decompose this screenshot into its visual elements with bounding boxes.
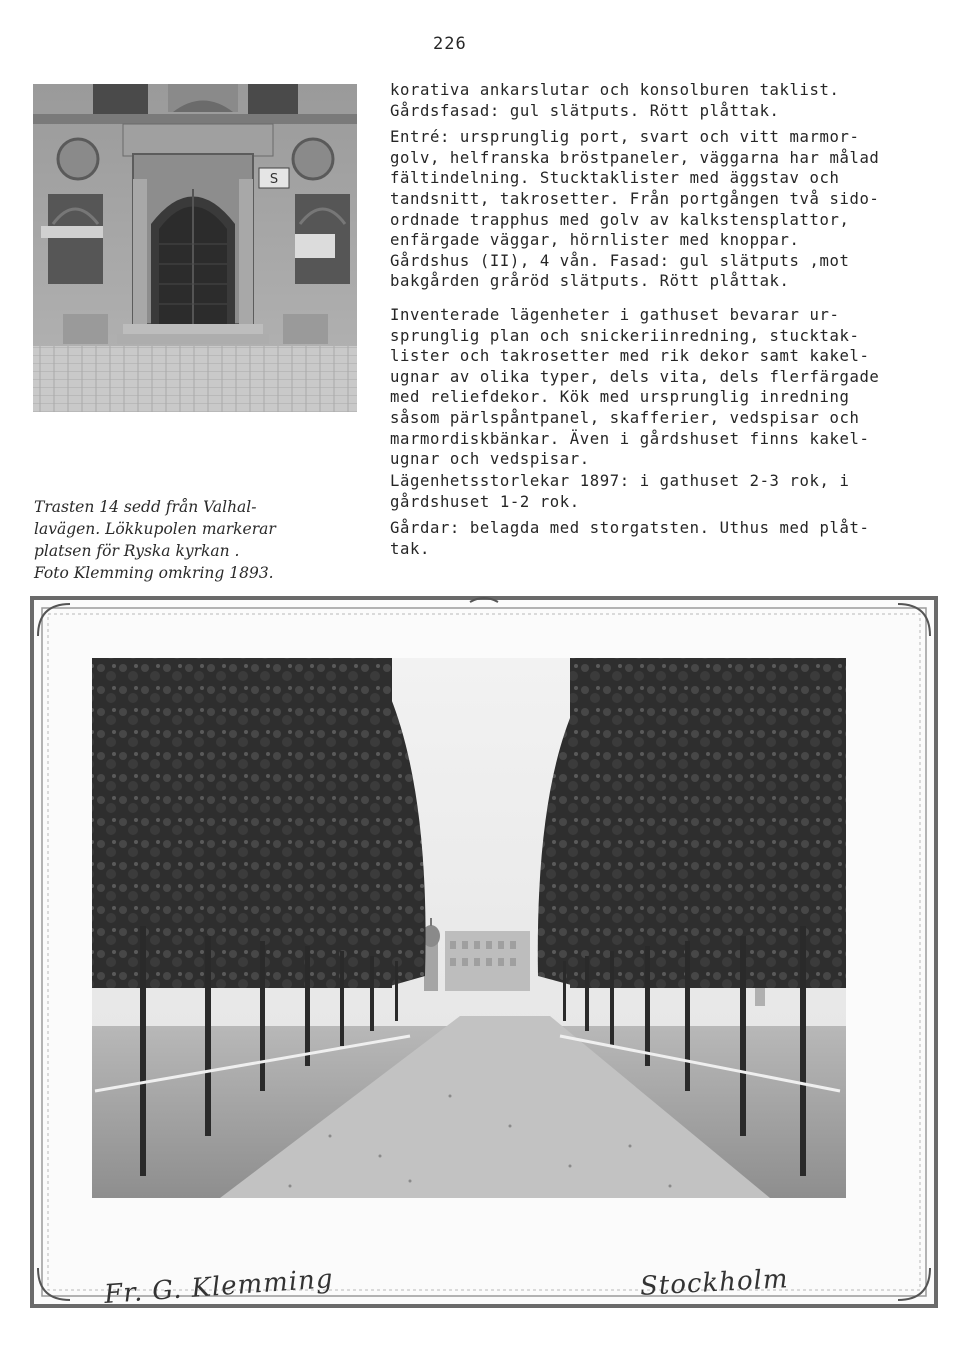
paragraph-apartment-sizes xyxy=(390,471,890,512)
text-line: Gårdshus (II), 4 vån. Fasad: gul slätputs ,mot xyxy=(390,251,850,270)
caption-line: Trasten 14 sedd från Valhal- xyxy=(34,498,257,516)
text-line: tandsnitt, takrosetter. Från portgången två sido- xyxy=(390,189,880,208)
text-line: marmordiskbänkar. Även i gårdshuset finns kakel- xyxy=(390,429,870,448)
text-line: Lägenhetsstorlekar 1897: i gathuset 2-3 rok, i xyxy=(390,472,850,490)
text-line: Gårdar: belagda med storgatsten. Uthus med plåt- xyxy=(390,519,870,537)
text-line: fältindelning. Stucktaklister med äggstav och xyxy=(390,169,840,188)
text-line: bakgården gråröd slätputs. Rött plåttak. xyxy=(390,272,790,291)
text-line: såsom pärlspåntpanel, skafferier, vedspisar och xyxy=(390,408,860,427)
caption-line: Foto Klemming omkring 1893. xyxy=(34,564,274,582)
page-number: 226 xyxy=(433,34,467,54)
photographer-signature: Fr. G. Klemming xyxy=(103,1264,335,1310)
paragraph-facade-entrance xyxy=(390,80,890,292)
text-line: Gårdsfasad: gul slätputs. Rött plåttak. xyxy=(390,101,780,120)
text-line: ugnar och vedspisar. xyxy=(390,450,590,469)
location-signature: Stockholm xyxy=(639,1264,790,1302)
photo-caption xyxy=(34,496,364,584)
text-line: tak. xyxy=(390,539,430,558)
text-line: Inventerade lägenheter i gathuset bevarar ur- xyxy=(390,306,840,324)
text-line: gårdshuset 1-2 rok. xyxy=(390,492,580,511)
text-line: med reliefdekor. Kök med ursprunglig inredning xyxy=(390,388,850,407)
text-line: enfärgade väggar, hörnlister med knoppar. xyxy=(390,231,800,250)
entrance-photo xyxy=(33,84,357,412)
paragraph-courtyards xyxy=(390,518,890,559)
text-line: sprunglig plan och snickeriinredning, stucktak- xyxy=(390,326,860,345)
text-line: golv, helfranska bröstpaneler, väggarna har målad xyxy=(390,148,880,167)
text-line: ordnade trapphus med golv av kalkstensplattor, xyxy=(390,210,850,229)
building-sign: S xyxy=(269,172,279,187)
avenue-photo xyxy=(30,596,938,1308)
caption-line: lavägen. Lökkupolen markerar xyxy=(34,520,276,538)
text-line: korativa ankarslutar och konsolburen taklist. xyxy=(390,81,840,99)
caption-line: platsen för Ryska kyrkan . xyxy=(34,542,240,560)
text-line: ugnar av olika typer, dels vita, dels flerfärgade xyxy=(390,367,880,386)
text-line: Entré: ursprunglig port, svart och vitt marmor- xyxy=(390,128,860,147)
text-line: lister och takrosetter med rik dekor samt kakel- xyxy=(390,347,870,366)
paragraph-apartments xyxy=(390,305,890,470)
